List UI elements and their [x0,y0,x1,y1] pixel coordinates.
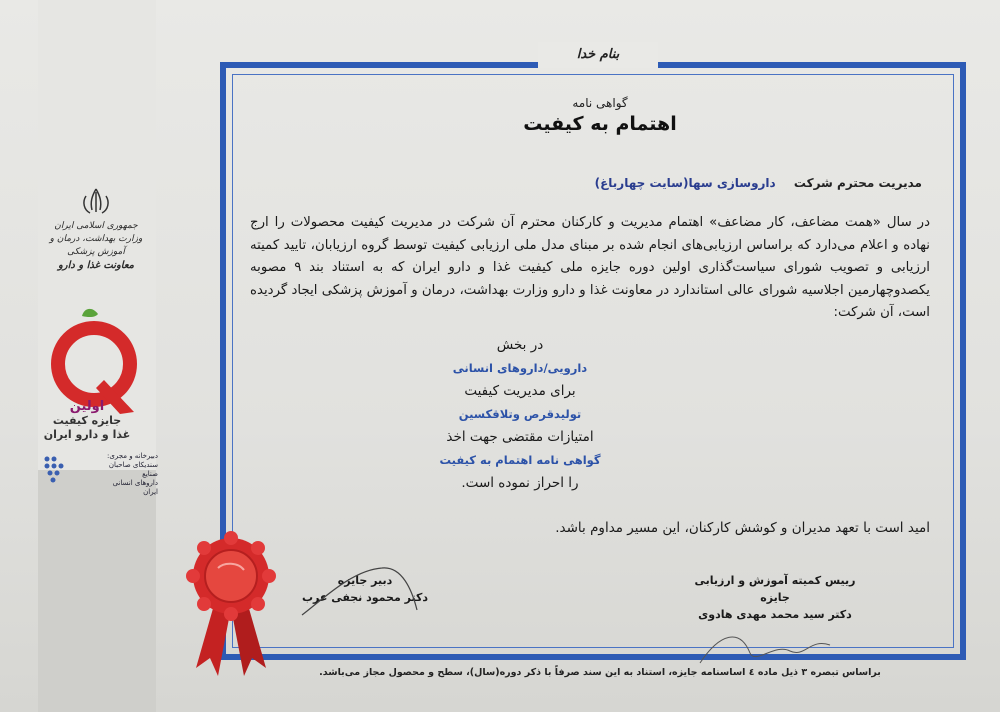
iran-emblem-icon [76,186,116,216]
certificate-body: در سال «همت مضاعف، کار مضاعف» اهتمام مدیریت و کارکنان محترم آن شرکت در مدیریت کیفیت محصولات را ارج نهاده و اعلام می‌دارد که براساس ارزیابی‌های انجام شده بر مبنای مدل ملی ارزیابی کیفیت توسط گروه ارزیابان، تایید کمیته ارزیابی و تصویب شورای سیاست‌گذاری اولین دوره جایزه ملی کیفیت غذا و دارو ایران که به استناد بند ۹ مصوبه یکصدوچهارمین اجلاسیه شورای عالی استاندارد در معاونت غذا و دارو وزارت بهداشت، درمان و آموزش پزشکی ایجاد گردیده است، آن شرکت: [250,215,930,320]
syndicate-logo [42,452,158,496]
signature-left-scribble-icon [292,560,442,620]
signature-right-scribble-icon [680,623,870,673]
section-label: در بخش [496,337,544,353]
achieved-label: را احراز نموده است. [461,475,579,491]
recipient-company: داروسازی سها(سایت چهارباغ) [594,176,776,190]
footer-note: براساس تبصره ۳ ذیل ماده ٤ اساسنامه جایزه، استناد به این سند صرفاً با ذکر دوره(سال)، سطح و محصول مجاز می‌باشد. [319,667,881,678]
award-caption [22,400,152,442]
side-strip-shadow [38,470,156,712]
signature-right-title: رییس کمیته آموزش و ارزیابی جایزه [694,574,856,604]
recipient-prefix: مدیریت محترم شرکت [793,176,922,190]
award-line-2: غذا و دارو ایران [43,428,131,441]
recipient-line [595,176,922,190]
quality-label: برای مدیریت کیفیت [464,383,576,399]
syndicate-dots-icon [42,454,64,484]
certificate-title: گواهی نامه [572,96,628,110]
ministry-logo [40,186,152,272]
besmellah-heading: بنام خدا [538,42,658,68]
syndicate-text [100,452,158,497]
closing-statement: امید است با تعهد مدیران و کوشش کارکنان، این مسیر مداوم باشد. [555,520,930,536]
gov-line-3: معاونت غذا و دارو [57,260,135,271]
signature-right [680,572,870,678]
signature-left-name: دکتر محمود نجفی عرب [301,591,429,604]
product-value: تولیدقرص وتلاقکسین [458,407,582,421]
red-rosette-seal-icon [176,528,286,678]
signature-left-title: دبیر جایزه [337,574,393,587]
gov-line-1: جمهوری اسلامی ایران [54,221,138,231]
syndicate-line-2: سندیکای صاحبان صنایع [108,461,158,478]
award-line-1: جایزه کیفیت [52,414,122,427]
syndicate-line-1: دبیرخانه و مجری: [107,452,158,460]
section-value: دارویی/داروهای انسانی [452,361,588,375]
certificate-subtitle: اهتمام به کیفیت [523,113,677,135]
points-label: امتیازات مقتضی جهت اخذ [446,429,594,445]
certificate-value: گواهی نامه اهتمام به کیفیت [439,453,601,467]
syndicate-line-3: داروهای انسانی ایران [112,479,158,496]
award-details [390,334,650,495]
gov-line-2: وزارت بهداشت، درمان و آموزش پزشکی [49,234,143,257]
award-first: اولین [69,399,105,414]
ministry-text [40,220,152,272]
signature-right-name: دکتر سید محمد مهدی هادوی [698,608,852,621]
